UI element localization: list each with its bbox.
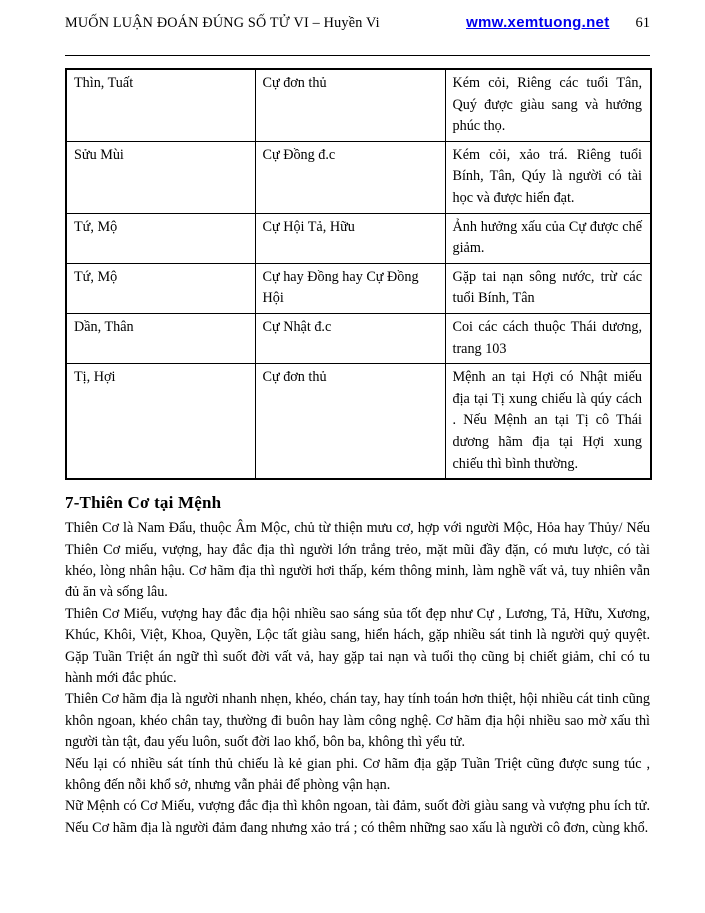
section-heading: 7-Thiên Cơ tại Mệnh: [65, 493, 222, 513]
cell-combination: Cự hay Đồng hay Cự Đồng Hội: [255, 263, 445, 313]
table-row: [66, 69, 651, 141]
cell-position: Tị, Hợi: [66, 364, 255, 479]
table-row: [66, 141, 651, 213]
table-row: [66, 313, 651, 363]
cell-position: Dần, Thân: [66, 313, 255, 363]
table-row: [66, 364, 651, 479]
cell-position: Thìn, Tuất: [66, 69, 255, 141]
table-row: [66, 213, 651, 263]
body-paragraph: Thiên Cơ hãm địa là người nhanh nhẹn, khéo, chán tay, hay tính toán hơn thiệt, hội nhiều cát tinh cũng khôn ngoan, khéo chân tay, thường đi buôn hay làm công nghệ. Cơ hãm địa hội nhiều sao mờ xấu thì người tàn tật, đau yếu luôn, suốt đời lao khổ, bôn ba, không thì yểu tử.: [65, 691, 650, 751]
cell-combination: Cự đơn thủ: [255, 69, 445, 141]
cell-effect: Mệnh an tại Hợi có Nhật miếu địa tại Tị xung chiếu là qúy cách . Nếu Mệnh an tại Tị cô Thái dương hãm địa tại Hợi xung chiếu thì bình thường.: [445, 364, 651, 479]
cell-position: Sửu Mùi: [66, 141, 255, 213]
cell-combination: Cự đơn thủ: [255, 364, 445, 479]
header-title: MUỐN LUẬN ĐOÁN ĐÚNG SỐ TỬ VI – Huyền Vi: [65, 15, 380, 31]
cell-effect: Kém cỏi, Riêng các tuổi Tân, Quý được giàu sang và hưởng phúc thọ.: [445, 69, 651, 141]
site-link[interactable]: wmw.xemtuong.net: [466, 14, 610, 31]
cell-effect: Gặp tai nạn sông nước, trừ các tuổi Bính, Tân: [445, 263, 651, 313]
cell-combination: Cự Nhật đ.c: [255, 313, 445, 363]
header-right-group: [466, 14, 650, 32]
cu-position-table: [65, 68, 652, 480]
header-divider: [65, 55, 650, 56]
body-paragraph: Thiên Cơ Miếu, vượng hay đắc địa hội nhiều sao sáng sủa tốt đẹp như Cự , Lương, Tả, Hữu, Xương, Khúc, Khôi, Việt, Khoa, Quyền, Lộc tất giàu sang, hiển hách, gặp nhiều sát tinh là người quỷ quyệt. Gặp Tuần Triệt án ngữ thì suốt đời vất vả, hay gặp tai nạn và tuổi thọ cũng bị chiết giảm, chỉ có tu hành mới đắc phúc.: [65, 605, 650, 686]
cell-combination: Cự Đồng đ.c: [255, 141, 445, 213]
cell-effect: Ảnh hưởng xấu của Cự được chế giảm.: [445, 213, 651, 263]
page-header: [65, 14, 650, 36]
body-paragraph: Nếu lại có nhiều sát tính thủ chiếu là kẻ gian phi. Cơ hãm địa gặp Tuần Triệt cũng được sung túc , không đến nỗi khổ sở, nhưng vẫn phải để phòng vận hạn.: [65, 755, 650, 793]
page-number: 61: [635, 15, 650, 31]
cell-combination: Cự Hội Tả, Hữu: [255, 213, 445, 263]
cell-effect: Coi các cách thuộc Thái dương, trang 103: [445, 313, 651, 363]
body-paragraph: Nữ Mệnh có Cơ Miếu, vượng đắc địa thì khôn ngoan, tài đảm, suốt đời giàu sang và vượng phu ích tử. Nếu Cơ hãm địa là người đảm đang nhưng xảo trá ; có thêm những sao xấu là người cô đơn, cùng khổ.: [65, 798, 650, 836]
table-row: [66, 263, 651, 313]
section-body: [65, 518, 650, 839]
body-paragraph: Thiên Cơ là Nam Đẩu, thuộc Âm Mộc, chủ từ thiện mưu cơ, hợp với người Mộc, Hỏa hay Thủy/ Nếu Thiên Cơ miếu, vượng, hay đắc địa thì người lớn trắng trẻo, mặt mũi đầy đặn, có mưu lược, có tài khéo, lòng nhân hậu. Cơ hãm địa thì người hơi thấp, kém thông minh, làm nghề vất vả, tuy nhiên vẫn đủ ăn và sống lâu.: [65, 520, 650, 601]
cell-effect: Kém cỏi, xảo trá. Riêng tuổi Bính, Tân, Qúy là người có tài học và được hiển đạt.: [445, 141, 651, 213]
cell-position: Tứ, Mộ: [66, 263, 255, 313]
cell-position: Tứ, Mộ: [66, 213, 255, 263]
